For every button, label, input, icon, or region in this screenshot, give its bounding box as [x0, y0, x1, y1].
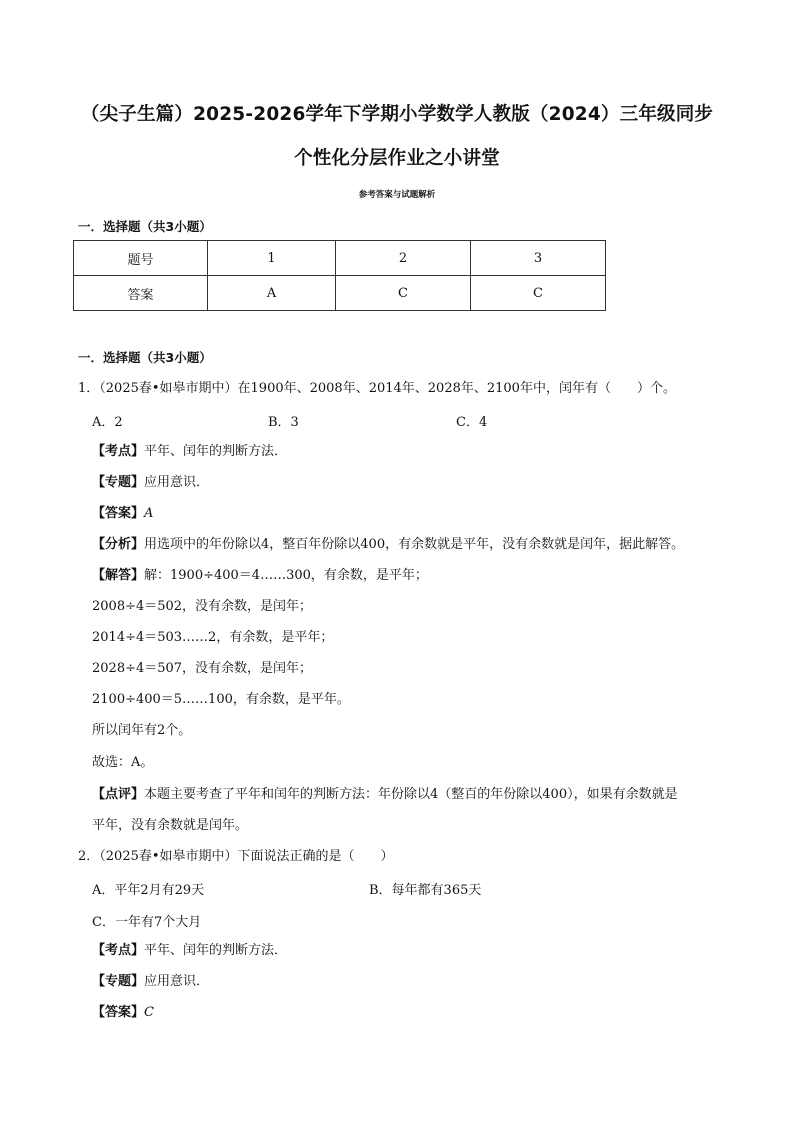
question-2-stem: 2．（2025春•如皋市期中）下面说法正确的是（ ）: [78, 849, 394, 864]
document-title-line-2: 个性化分层作业之小讲堂: [294, 148, 500, 169]
table-cell: 1: [208, 241, 336, 276]
solution-step: 2028÷4＝507，没有余数，是闰年；: [92, 661, 313, 676]
solutions-section-heading: 一．选择题（共3小题）: [78, 350, 212, 365]
question-1-zhuanti: [92, 474, 209, 492]
jieda-text: 解：1900÷400＝4……300，有余数，是平年；: [144, 568, 428, 583]
question-2-option-a: A．平年2月有29天: [92, 883, 205, 898]
daan-tag: 【答案】: [92, 1005, 145, 1020]
question-1-option-b: B．3: [268, 415, 299, 430]
question-1-jieda: [92, 567, 428, 585]
question-2-kaodian: [92, 942, 287, 960]
question-2-daan: [92, 1004, 154, 1022]
kaodian-tag: 【考点】: [92, 444, 145, 459]
daan-tag: 【答案】: [92, 506, 145, 521]
fenxi-text: 用选项中的年份除以4，整百年份除以400，有余数就是平年，没有余数就是闰年，据此解答。: [144, 537, 685, 552]
jieda-tag: 【解答】: [92, 568, 145, 583]
dianping-tag: 【点评】: [92, 787, 145, 802]
answer-section-heading: 一．选择题（共3小题）: [78, 219, 212, 234]
question-1-option-c: C．4: [456, 415, 488, 430]
kaodian-text: 平年、闰年的判断方法．: [144, 444, 288, 459]
table-cell: 3: [471, 241, 606, 276]
question-1-daan: [92, 505, 153, 523]
table-cell: 2: [336, 241, 471, 276]
table-row: [74, 276, 606, 311]
solution-step: 所以闰年有2个。: [92, 723, 192, 738]
zhuanti-text: 应用意识．: [144, 475, 210, 490]
daan-text: A: [144, 506, 154, 521]
document-subtitle: 参考答案与试题解析: [358, 190, 436, 200]
table-cell: C: [336, 276, 471, 311]
dianping-text: 本题主要考查了平年和闰年的判断方法：年份除以4（整百的年份除以400），如果有余数就是: [144, 787, 678, 802]
question-2-zhuanti: [92, 973, 209, 991]
table-header-cell: 题号: [74, 241, 208, 276]
question-1-kaodian: [92, 443, 287, 461]
solution-step: 2008÷4＝502，没有余数，是闰年；: [92, 599, 313, 614]
document-title-line-1: （尖子生篇）2025-2026学年下学期小学数学人教版（2024）三年级同步: [80, 104, 714, 125]
daan-text: C: [144, 1005, 154, 1020]
question-2-option-c: C．一年有7个大月: [92, 915, 202, 930]
fenxi-tag: 【分析】: [92, 537, 145, 552]
kaodian-tag: 【考点】: [92, 943, 145, 958]
zhuanti-tag: 【专题】: [92, 974, 145, 989]
table-cell: A: [208, 276, 336, 311]
kaodian-text: 平年、闰年的判断方法．: [144, 943, 288, 958]
zhuanti-text: 应用意识．: [144, 974, 210, 989]
answer-table: [73, 240, 606, 311]
question-2-option-b: B．每年都有365天: [369, 883, 482, 898]
question-1-dianping: [92, 786, 678, 804]
table-row: [74, 241, 606, 276]
solution-step: 故选：A。: [92, 755, 154, 770]
solution-step: 2100÷400＝5……100，有余数，是平年。: [92, 692, 350, 707]
question-1-option-a: A．2: [92, 415, 123, 430]
question-1-fenxi: [92, 536, 684, 554]
table-cell: C: [471, 276, 606, 311]
question-1-stem: 1．（2025春•如皋市期中）在1900年、2008年、2014年、2028年、2100年中，闰年有（ ）个。: [78, 381, 676, 396]
table-header-cell: 答案: [74, 276, 208, 311]
solution-step: 2014÷4＝503……2，有余数，是平年；: [92, 630, 334, 645]
zhuanti-tag: 【专题】: [92, 475, 145, 490]
question-1-dianping-continued: 平年，没有余数就是闰年。: [92, 818, 249, 833]
